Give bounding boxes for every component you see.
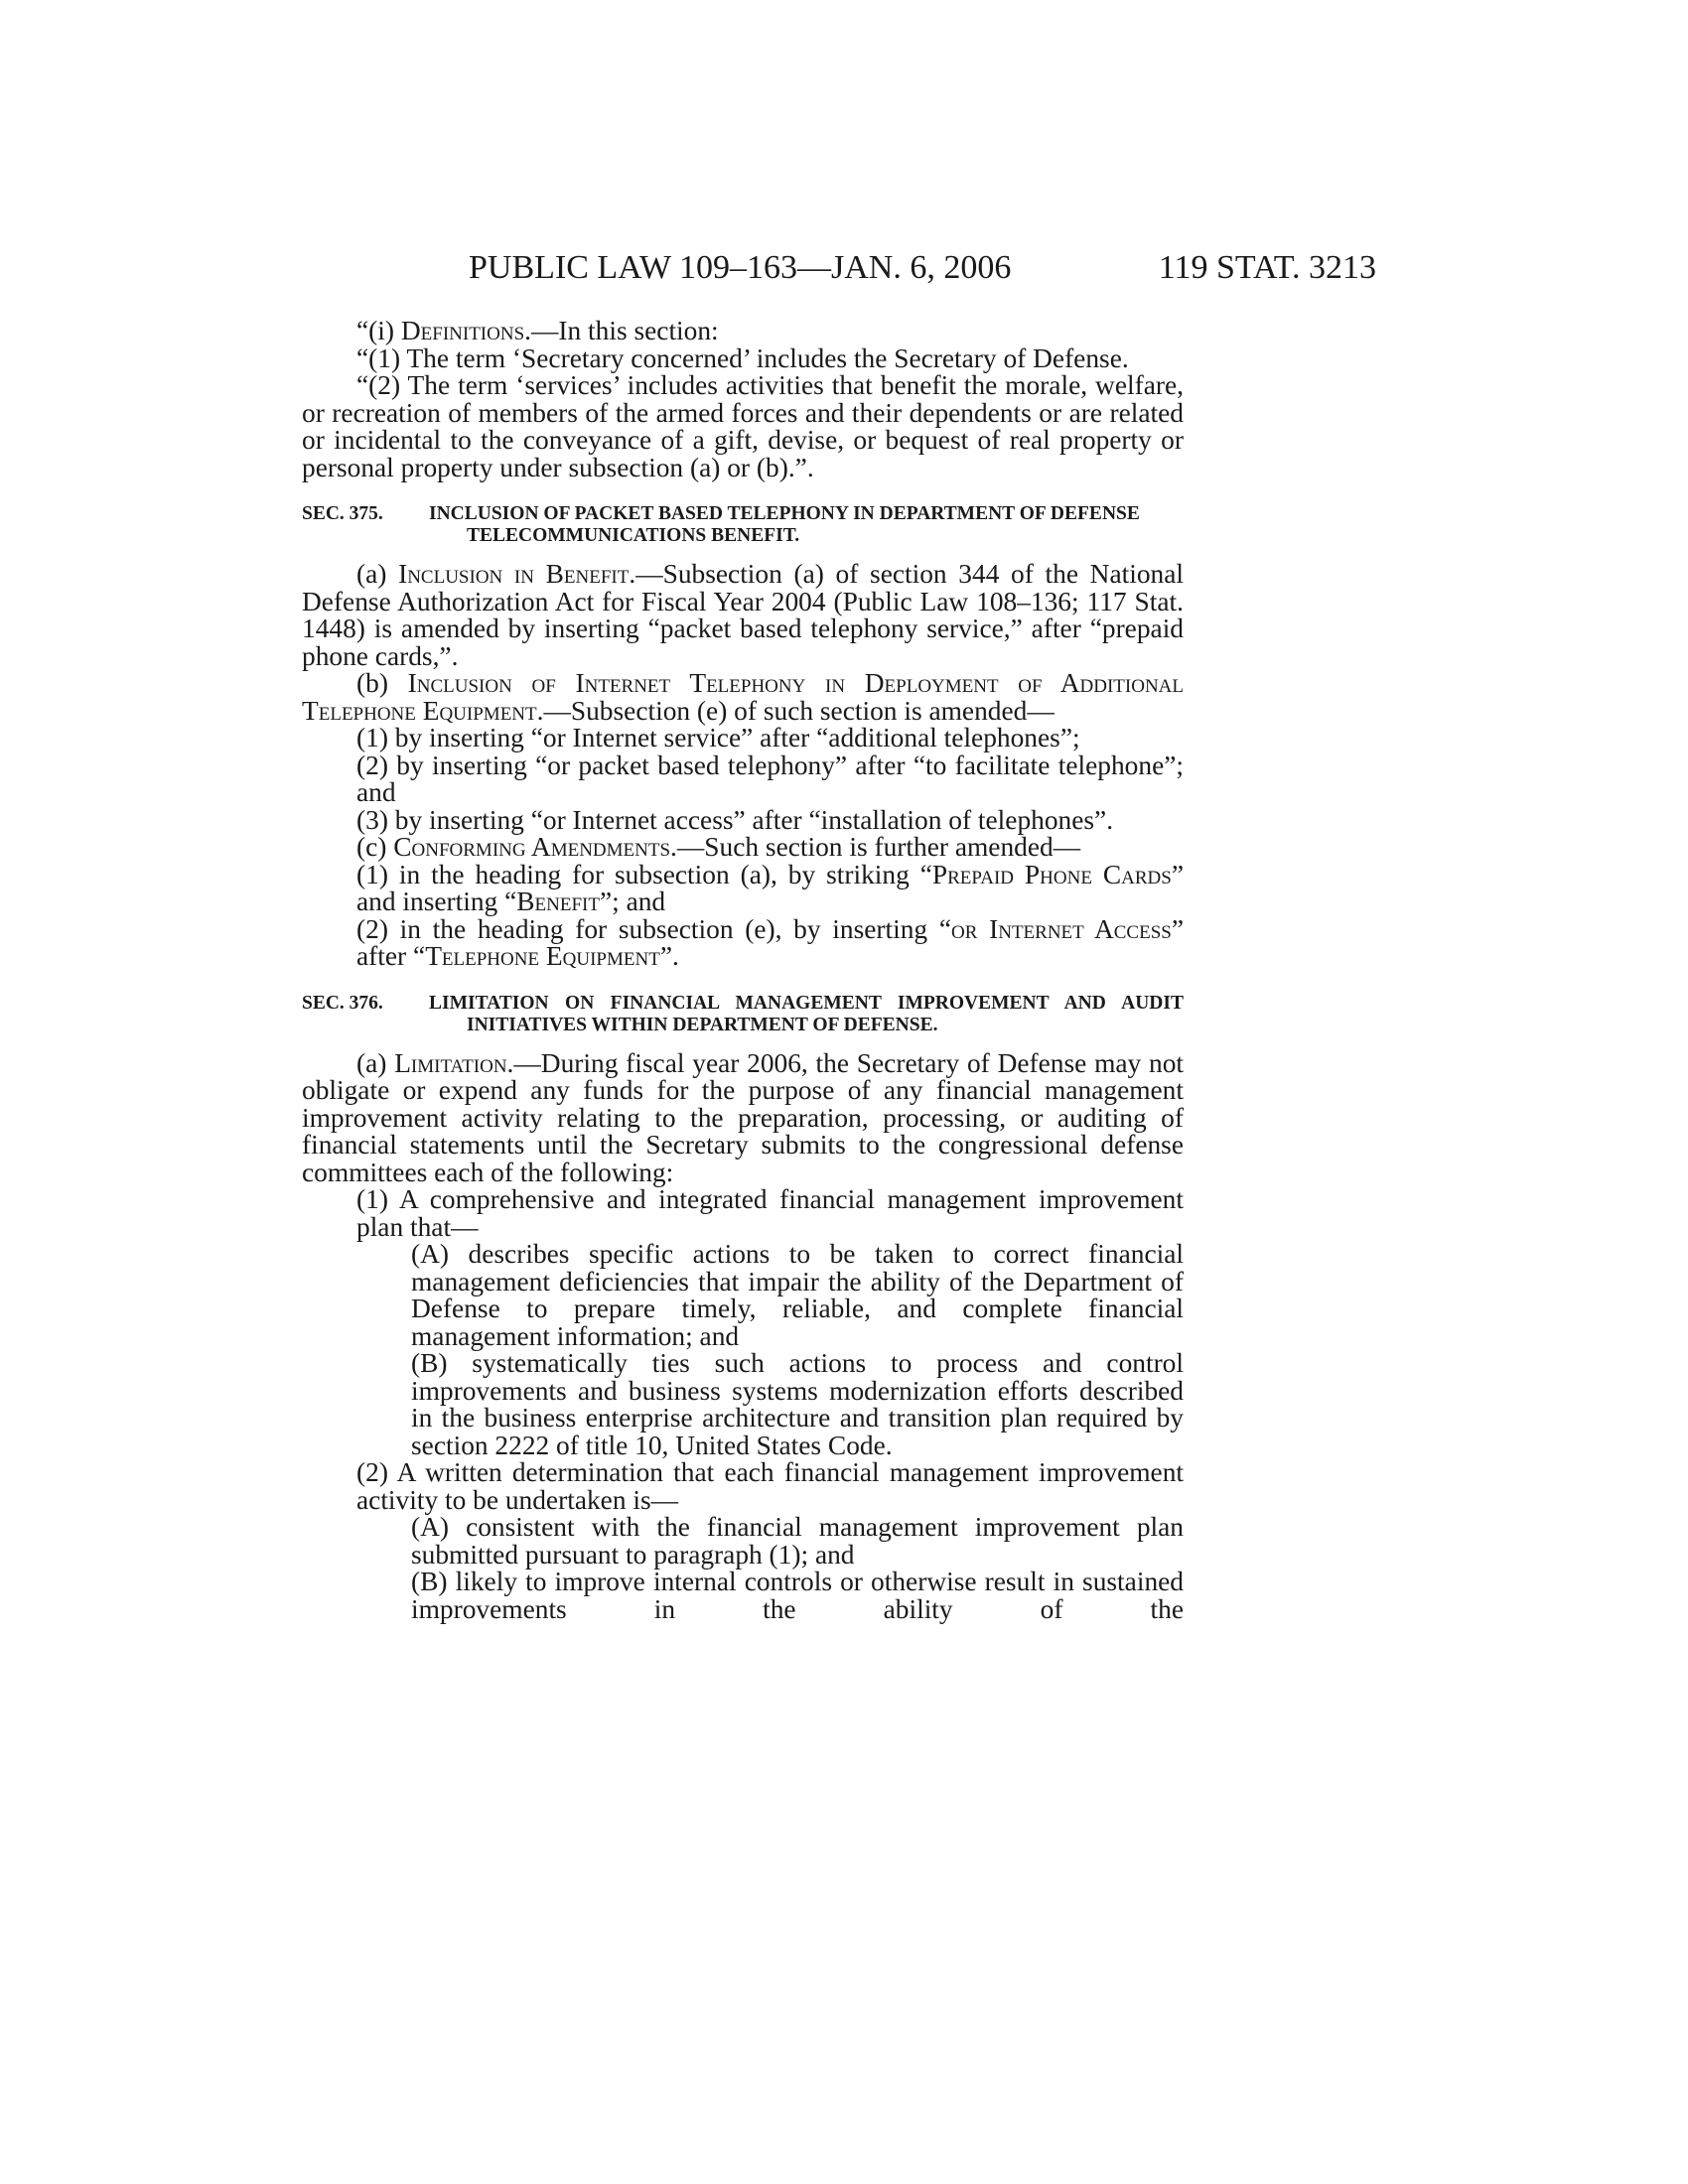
sec375-c-caption: Conforming Amendments: [393, 832, 671, 862]
document-body: [302, 318, 1184, 1623]
running-head: [302, 248, 1376, 288]
sec375-subsection-a: (a) Inclusion in Benefit.—Subsection (a) of section 344 of the National Defense Authorization Act for Fiscal Year 2004 (Public Law 108–136; 117 Stat. 1448) is amended by inserting “packet based telephony service,” after “prepaid phone cards,”.: [302, 559, 1184, 671]
sec376-paragraph-2B: (B) likely to improve internal controls or otherwise result in sustained improvements in the ability of the: [411, 1567, 1184, 1624]
section-376-heading: [302, 993, 1184, 1036]
sec375-subsection-c: (c) Conforming Amendments.—Such section is further amended—: [356, 832, 1081, 862]
statute-page-reference: 119 STAT. 3213: [1158, 249, 1376, 286]
definition-1: “(1) The term ‘Secretary concerned’ includes the Secretary of Defense.: [356, 342, 1129, 373]
sec375-b-paragraph-1: (1) by inserting “or Internet service” after “additional telephones”;: [356, 723, 1080, 752]
sec375-c-paragraph-1: (1) in the heading for subsection (a), by striking “Prepaid Phone Cards” and inserting “Benefit”; and: [356, 859, 1184, 916]
sec376-paragraph-2: (2) A written determination that each financial management improvement activity to be undertaken is—: [356, 1457, 1184, 1515]
sec376-subsection-a: (a) Limitation.—During fiscal year 2006, the Secretary of Defense may not obligate or expend any funds for the purpose of any financial management improvement activity relating to the preparation, processing, or auditing of financial statements until the Secretary submits to the congressional defense committees each of the following:: [302, 1047, 1185, 1187]
section-375-title: INCLUSION OF PACKET BASED TELEPHONY IN DEPARTMENT OF DEFENSE TELECOMMUNICATIONS BENEFIT.: [429, 503, 1140, 546]
definitions-caption: Definitions: [400, 316, 525, 345]
sec376-paragraph-1B: (B) systematically ties such actions to process and control improvements and business systems modernization efforts described in the business enterprise architecture and transition plan required by section 2222 of title 10, United States Code.: [411, 1348, 1184, 1460]
sec375-b-paragraph-2: (2) by inserting “or packet based telephony” after “to facilitate telephone”; and: [356, 750, 1184, 807]
sec376-paragraph-1: (1) A comprehensive and integrated financial management improvement plan that—: [356, 1184, 1184, 1242]
sec376-a-caption: Limitation: [394, 1047, 507, 1078]
sec375-b-paragraph-3: (3) by inserting “or Internet access” after “installation of telephones”.: [356, 804, 1114, 835]
sec375-subsection-b: (b) Inclusion of Internet Telephony in Deployment of Additional Telephone Equipment.—Subsection (e) of such section is amended—: [302, 668, 1184, 726]
sec376-paragraph-1A: (A) describes specific actions to be taken to correct financial management deficiencies that impair the ability of the Department of Defense to prepare timely, reliable, and complete financial management information; and: [411, 1239, 1184, 1351]
section-376-title: LIMITATION ON FINANCIAL MANAGEMENT IMPROVEMENT AND AUDIT INITIATIVES WITHIN DEPARTMENT OF DEFENSE.: [429, 992, 1184, 1035]
sec375-a-caption: Inclusion in Benefit: [398, 559, 630, 589]
section-375-number: SEC. 375.: [302, 503, 383, 524]
sec376-paragraph-2A: (A) consistent with the financial management improvement plan submitted pursuant to paragraph (1); and: [411, 1512, 1184, 1570]
section-376-number: SEC. 376.: [302, 992, 383, 1014]
sec375-c-paragraph-2: (2) in the heading for subsection (e), by inserting “or Internet Access” after “Telephone Equipment”.: [356, 913, 1184, 971]
section-375-heading: [302, 503, 1184, 547]
sec375-b-caption: Inclusion of Internet Telephony in Deployment of Additional Telephone Equipment: [302, 668, 1184, 726]
definition-2: “(2) The term ‘services’ includes activities that benefit the morale, welfare, or recreation of members of the armed forces and their dependents or are related or incidental to the conveyance of a gift, devise, or bequest of real property or personal property under subsection (a) or (b).”.: [302, 370, 1184, 482]
definitions-heading: “(i) Definitions.—In this section:: [356, 316, 719, 345]
running-head-title: PUBLIC LAW 109–163—JAN. 6, 2006: [469, 249, 1012, 286]
